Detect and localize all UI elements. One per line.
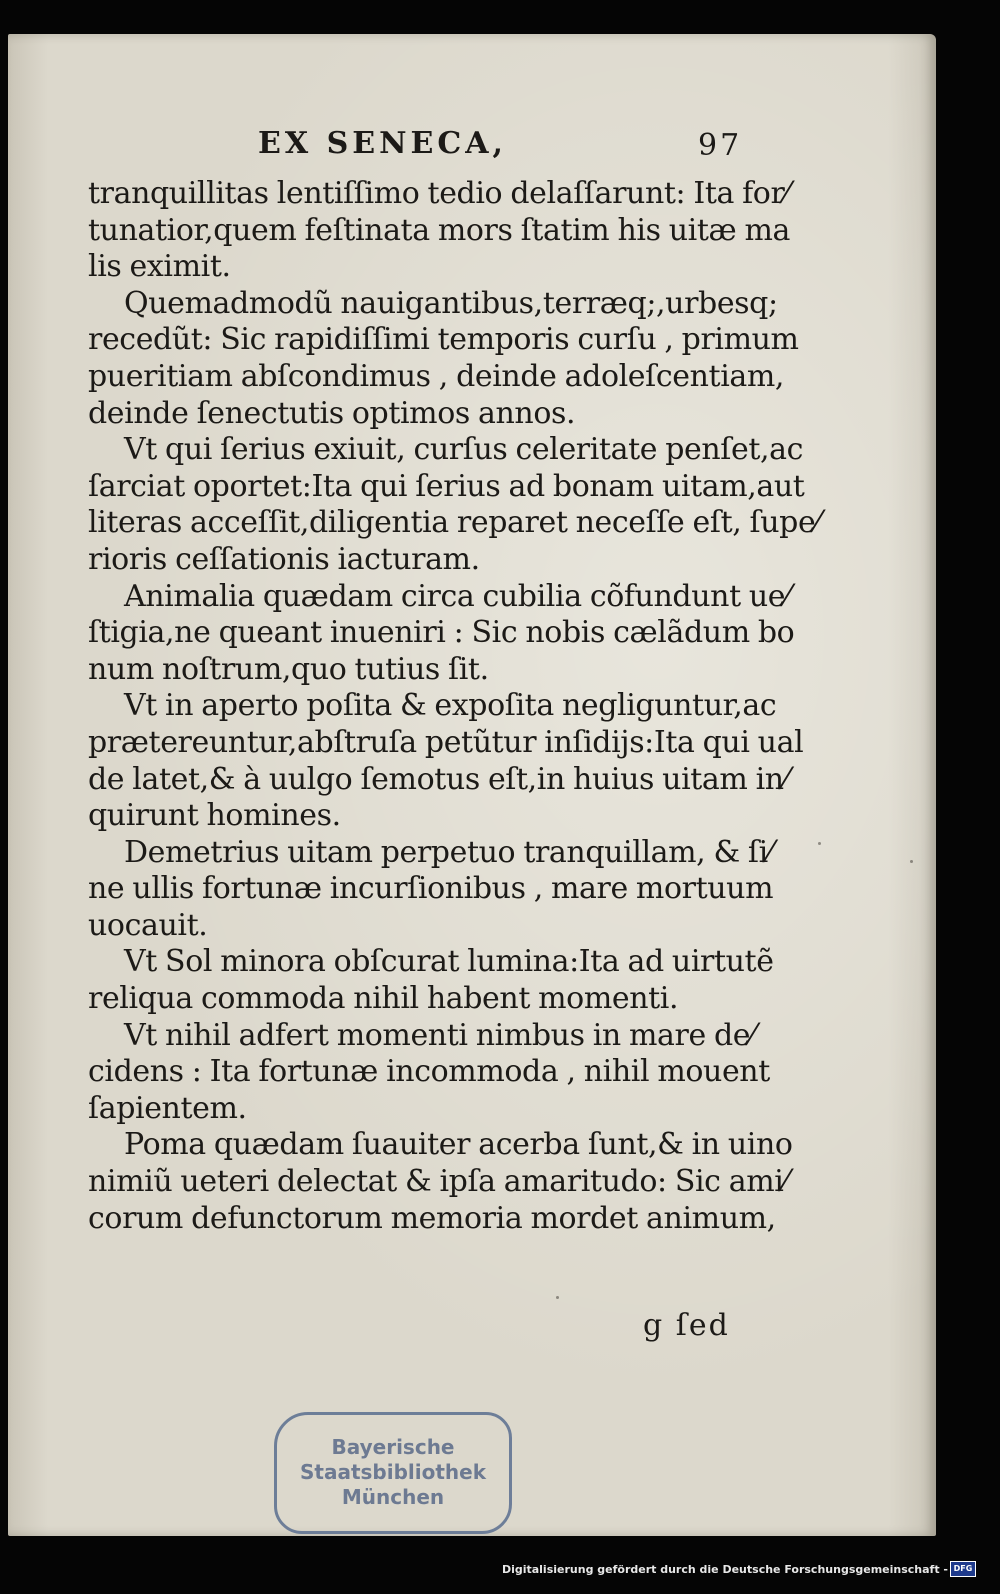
paragraph-start-line: Vt nihil adfert momenti nimbus in mare de⁄ bbox=[124, 1017, 755, 1053]
catchword: g ſed bbox=[643, 1308, 730, 1343]
text-line: literas acceſſit,diligentia reparet neceſſe eſt, ſupe⁄ bbox=[88, 505, 820, 541]
text-line: ſtigia,ne queant inueniri : Sic nobis cælãdum bo bbox=[88, 615, 795, 651]
text-line: ne ullis fortunæ incurſionibus , mare mortuum bbox=[88, 871, 774, 907]
text-line: nimiũ ueteri delectat & ipſa amaritudo: Sic ami⁄ bbox=[88, 1164, 789, 1200]
paper-speck bbox=[910, 860, 913, 863]
paragraph-start-line: Quemadmodũ nauigantibus,terræq;,urbesq; bbox=[124, 285, 778, 321]
text-line: quirunt homines. bbox=[88, 798, 341, 834]
text-line: ſapientem. bbox=[88, 1090, 247, 1126]
library-stamp bbox=[274, 1412, 512, 1534]
stamp-line: Staatsbibliothek bbox=[299, 1460, 487, 1484]
text-line: deinde ſenectutis optimos annos. bbox=[88, 395, 576, 431]
text-line: ſarciat oportet:Ita qui ſerius ad bonam uitam,aut bbox=[88, 468, 805, 504]
library-stamp-text bbox=[277, 1435, 509, 1510]
paper-speck bbox=[818, 842, 821, 845]
text-line: reliqua commoda nihil habent momenti. bbox=[88, 981, 679, 1017]
text-line: tranquillitas lentiſſimo tedio delaſſarunt: Ita for⁄ bbox=[88, 176, 790, 211]
text-line: pueritiam abſcondimus , deinde adoleſcentiam, bbox=[88, 358, 785, 394]
running-head bbox=[88, 126, 788, 176]
text-line: tunatior,quem feſtinata mors ſtatim his uitæ ma bbox=[88, 212, 790, 248]
text-line: cidens : Ita fortunæ incommoda , nihil mouent bbox=[88, 1054, 770, 1090]
paragraph-start-line: Vt qui ſerius exiuit, curſus celeritate penſet,ac bbox=[124, 432, 804, 468]
text-line: num noſtrum,quo tutius ſit. bbox=[88, 651, 489, 687]
paragraph-start-line: Animalia quædam circa cubilia cõfundunt ue⁄ bbox=[124, 578, 790, 614]
paragraph-start-line: Vt in aperto poſita & expoſita negliguntur,ac bbox=[124, 688, 777, 724]
digitization-footer bbox=[0, 1552, 1000, 1594]
text-line: de latet,& à uulgo ſemotus eſt,in huius uitam in⁄ bbox=[88, 761, 789, 797]
dfg-logo-icon: DFG bbox=[950, 1561, 976, 1577]
book-page bbox=[8, 34, 936, 1536]
text-line: corum defunctorum memoria mordet animum, bbox=[88, 1200, 776, 1236]
running-head-title: EX SENECA, bbox=[258, 126, 508, 161]
page-number: 97 bbox=[698, 128, 743, 163]
paragraph-start-line: Poma quædam ſuauiter acerba ſunt,& in uino bbox=[124, 1127, 793, 1163]
paragraph-start-line: Vt Sol minora obſcurat lumina:Ita ad uirtutẽ bbox=[124, 944, 774, 980]
page-text-block bbox=[88, 126, 820, 1343]
paragraph-start-line: Demetrius uitam perpetuo tranquillam, & ſi⁄ bbox=[124, 834, 773, 870]
funding-notice: Digitalisierung gefördert durch die Deutsche Forschungsgemeinschaft - bbox=[501, 1563, 948, 1576]
paper-speck bbox=[556, 1296, 559, 1299]
text-line: prætereuntur,abſtruſa petũtur inſidijs:Ita qui ual bbox=[88, 724, 804, 760]
text-line: lis eximit. bbox=[88, 249, 231, 285]
stamp-line: Bayerische bbox=[331, 1435, 455, 1459]
text-line: rioris ceſſationis iacturam. bbox=[88, 541, 480, 577]
stamp-line: München bbox=[341, 1485, 445, 1509]
text-line: recedũt: Sic rapidiſſimi temporis curſu , primum bbox=[88, 322, 799, 358]
text-line: uocauit. bbox=[88, 907, 208, 943]
